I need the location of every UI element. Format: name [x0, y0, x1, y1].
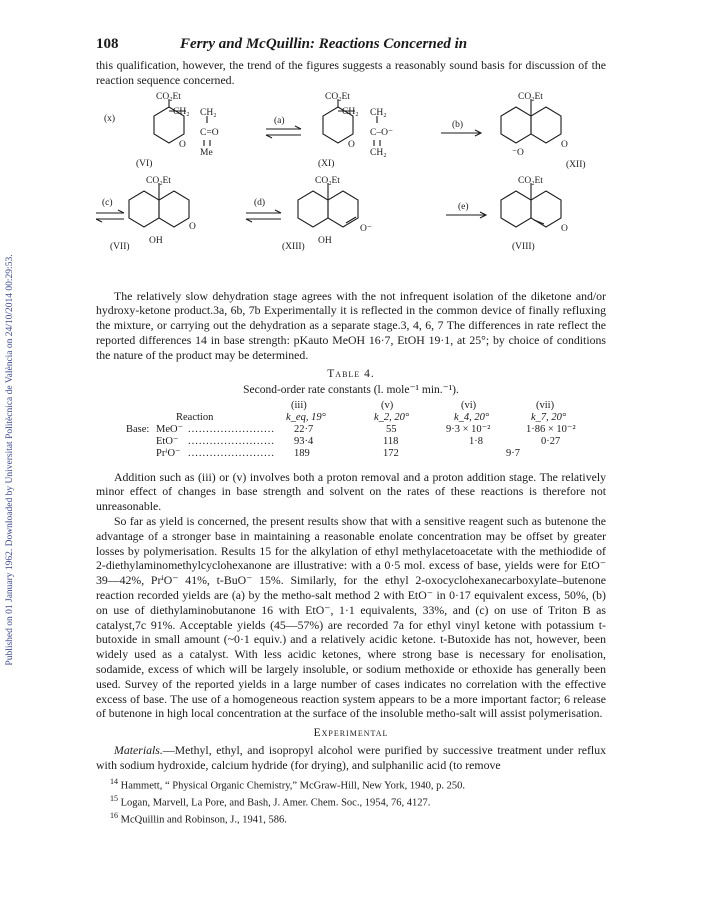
materials-paragraph [96, 743, 606, 773]
xii-oxo-label: O [561, 139, 568, 150]
col-head-k2: k_2, 20° [374, 411, 410, 423]
page-body [96, 36, 606, 827]
footnote-text: McQuillin and Robinson, J., 1941, 586. [120, 814, 287, 826]
cell-v2: 172 [383, 447, 399, 459]
cell-v2: 55 [386, 423, 397, 435]
footnote [96, 793, 606, 810]
table-row [96, 448, 606, 460]
download-watermark: Published on 01 January 1962. Downloaded by Universitat Politècnica de València on 24/10/2014 00:29:53. [5, 254, 15, 666]
footnote-number: 15 [110, 793, 118, 803]
xiii-enolate-label: O⁻ [360, 223, 372, 234]
xi-enolate-label: C–O⁻ [370, 127, 393, 138]
dehydration-paragraph: The relatively slow dehydration stage agrees with the not infrequent isolation of the diketone and/or hydroxy-ketone product.3a, 6b, 7b Experimentally it is reflected in the common device of finally refluxing the mixture, or carrying out the dehydration as a separate stage.3, 4, 6, 7 The differences in rate reflect the reported differences 14 in base strength: pKauto MeOH 16·7, EtOH 19·1, at 25°; by choice of conditions the nature of the product may be determined. [96, 288, 606, 362]
vi-ch2b-label: CH₂ [200, 107, 217, 118]
leader-dots: ........................ [188, 447, 275, 459]
footnote-number: 16 [110, 810, 118, 820]
col-id-vii: (vii) [536, 399, 555, 411]
running-header [96, 36, 606, 58]
cell-v1: 189 [294, 447, 310, 459]
cell-v4: 0·27 [541, 435, 561, 447]
footnote [96, 810, 606, 827]
cell-v3: 9·7 [506, 447, 520, 459]
running-title: Ferry and McQuillin: Reactions Concerned in [180, 36, 468, 52]
viii-oxo-label: O [561, 223, 568, 234]
cell-v1: 93·4 [294, 435, 314, 447]
row-base: MeO⁻ [156, 423, 184, 435]
base-label: Base: [126, 423, 150, 435]
viii-ester-label: CO₂Et [518, 175, 543, 186]
xi-ch2-label: CH₂ [342, 106, 359, 117]
vii-ester-label: CO₂Et [146, 175, 171, 186]
page-number: 108 [96, 36, 119, 52]
reaction-scheme [96, 91, 606, 281]
vii-hydroxy-label: OH [149, 235, 163, 246]
xiii-compound-label: (XIII) [282, 241, 305, 252]
cell-v4: 1·86 × 10⁻² [526, 423, 576, 435]
rate-constants-table [96, 400, 606, 460]
footnote-text: Logan, Marvell, La Pore, and Bash, J. Amer. Chem. Soc., 1954, 76, 4127. [120, 797, 431, 809]
cell-v3: 9·3 × 10⁻² [446, 423, 491, 435]
vi-ch2-label: CH₂ [173, 106, 190, 117]
reaction-scheme-svg [96, 91, 606, 281]
leader-dots: ........................ [188, 435, 275, 447]
table-header-row [96, 412, 606, 424]
intro-paragraph: this qualification, however, the trend of the figures suggests a reasonably sound basis for discussion of the reaction sequence concerned. [96, 58, 606, 87]
xi-ester-label: CO₂Et [325, 91, 350, 102]
cell-v2: 118 [383, 435, 399, 447]
leader-dots: ........................ [188, 423, 275, 435]
vi-ester-label: CO₂Et [156, 91, 181, 102]
vii-compound-label: (VII) [110, 241, 130, 252]
col-id-v: (v) [381, 399, 394, 411]
table-col-id-row [96, 400, 606, 412]
col-head-keq: k_eq, 19° [286, 411, 326, 423]
xii-ester-label: CO₂Et [518, 91, 543, 102]
reaction-header: Reaction [176, 411, 214, 423]
step-a-label: (a) [274, 115, 285, 126]
table-title: Table 4. [327, 367, 375, 380]
col-head-k4: k_4, 20° [454, 411, 490, 423]
row-base: EtO⁻ [156, 435, 179, 447]
xi-ch2b-label: CH₂ [370, 107, 387, 118]
step-x-label: (x) [104, 113, 116, 124]
xii-compound-label: (XII) [566, 159, 586, 170]
viii-compound-label: (VIII) [512, 241, 535, 252]
vi-methyl-label: Me [200, 147, 213, 158]
footnote-number: 14 [110, 776, 118, 786]
cell-v1: 22·7 [294, 423, 314, 435]
cell-v3: 1·8 [469, 435, 483, 447]
footnote [96, 776, 606, 793]
step-e-label: (e) [458, 201, 469, 212]
yield-paragraph: So far as yield is concerned, the present results show that with a sensitive reagent such as butenone the advantage of a stronger base in maintaining a reasonable enolate concentration may be offset by greater losses by polymerisation. Results 15 for the alkylation of ethyl methylacetoacetate with the methiodide of 2-diethylaminomethylcyclohexanone are illustrative: with a 0·5 mol. excess of base, yields were for EtO⁻ 39—42%, PrⁱO⁻ 41%, t-BuO⁻ 15%. Similarly, for the ethyl 2-oxocyclohexanecarboxylate–butenone reaction recorded yields are (a) by the metho-salt method 2 with EtO⁻ in 0·17 equivalent excess, 50%, (b) on use of diethylaminobutanone 16 with EtO⁻, 1·1 equivalents, 33%, and (c) on use of Triton B as catalyst,7c 91%. Acceptable yields (45—57%) are recorded 7a for ethyl vinyl ketone with potassium t-butoxide in small amount (~0·1 equiv.) and a relatively acidic ketone. t-Butoxide has not, however, been widely used as a catalyst. With less acidic ketones, where strong base is necessary for enolisation, sodamide, excess of which will be largely insoluble, or sodium methoxide or ethoxide has generally been used. Survey of the reported yields in a large number of cases indicates no correlation with the effective excess of base. The use of a homogeneous reaction system appears to be a more important factor; 6 release of butenone in high local concentration at the surface of the insoluble metho-salt will assist polymerisation. [96, 513, 606, 721]
xiii-ester-label: CO₂Et [315, 175, 340, 186]
col-id-iii: (iii) [291, 399, 307, 411]
step-c-label: (c) [102, 197, 113, 208]
materials-label: Materials. [114, 743, 163, 758]
step-d-label: (d) [254, 197, 266, 208]
col-id-vi: (vi) [461, 399, 477, 411]
xii-alkoxide-label: ⁻O [512, 147, 524, 158]
xi-oxo-label: O [348, 139, 355, 150]
vi-oxo-label: O [179, 139, 186, 150]
xiii-hydroxy-label: OH [318, 235, 332, 246]
footnotes [96, 776, 606, 827]
experimental-heading: Experimental [313, 727, 389, 740]
footnote-text: Hammett, “ Physical Organic Chemistry,” McGraw-Hill, New York, 1940, p. 250. [120, 780, 466, 792]
step-b-label: (b) [452, 119, 464, 130]
vii-oxo-label: O [189, 221, 196, 232]
vi-carbonyl-label: C=O [200, 127, 219, 138]
vi-compound-label: (VI) [136, 158, 153, 169]
addition-paragraph: Addition such as (iii) or (v) involves both a proton removal and a proton addition stage. The relatively minor effect of changes in base strength and solvent on the rates of these reactions is therefore not unreasonable. [96, 469, 606, 514]
xi-compound-label: (XI) [318, 158, 335, 169]
col-head-k7: k_7, 20° [531, 411, 567, 423]
table-row [96, 436, 606, 448]
table-row [96, 424, 606, 436]
table-subtitle: Second-order rate constants (l. mole⁻¹ min.⁻¹). [243, 383, 459, 396]
materials-text: —Methyl, ethyl, and isopropyl alcohol were purified by successive treatment under reflux with sodium hydroxide, calcium hydride (for drying), and sulphanilic acid (to remove [96, 743, 606, 772]
row-base: PrⁱO⁻ [156, 447, 181, 459]
xi-ch2c-label: CH₂ [370, 147, 387, 158]
